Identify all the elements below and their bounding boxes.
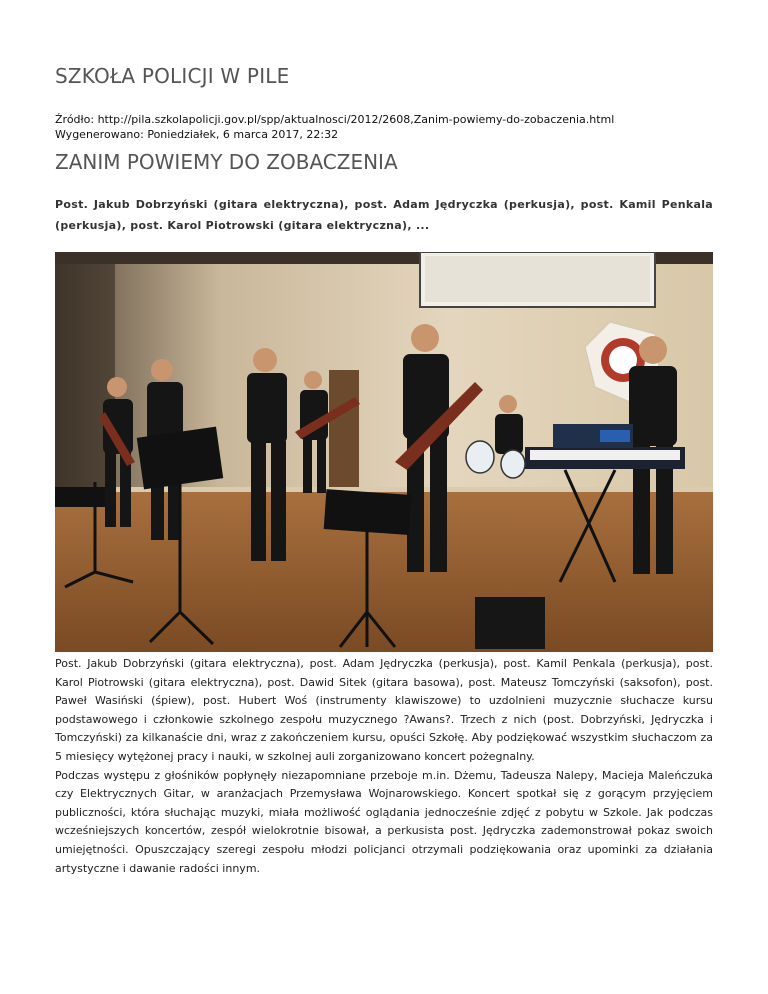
generated-line: Wygenerowano: Poniedziałek, 6 marca 2017, 22:32 <box>55 128 339 141</box>
source-line: Źródło: http://pila.szkolapolicji.gov.pl/spp/aktualnosci/2012/2608,Zanim-powiemy-do-zobaczenia.html <box>55 113 615 126</box>
article-paragraph: Post. Jakub Dobrzyński (gitara elektryczna), post. Adam Jędryczka (perkusja), post. Kamil Penkala (perkusja), post. Karol Piotrowski (gitara elektryczna), post. Dawid Sitek (gitara basowa), post. Mateusz Tomczyński (saksofon), post. Paweł Wasiński (śpiew), post. Hubert Woś (instrumenty klawiszowe) to uzdolnieni muzycznie słuchacze kursu podstawowego i członkowie szkolnego zespołu muzycznego ?Awans?. Trzech z nich (post. Dobrzyński, Jędryczka i Tomczyński) za kilkanaście dni, wraz z zakończeniem kursu, opuści Szkołę. Aby podziękować wszystkim słuchaczom za 5 miesięcy wytężonej pracy i nauki, w szkolnej auli zorganizowano koncert pożegnalny. <box>55 657 713 763</box>
article-paragraph: Podczas występu z głośników popłynęły niezapomniane przeboje m.in. Dżemu, Tadeusza Nalepy, Macieja Maleńczuka czy Elektrycznych Gitar, w aranżacjach Przemysława Wojnarowskiego. Koncert spotkał się z gorącym przyjęciem publiczności, która słuchając muzyki, miała możliwość oglądania jednocześnie zdjęć z pobytu w Szkole. Jak podczas wcześniejszych koncertów, zespół wielokrotnie bisował, a perkusista post. Jędryczka zademonstrował pokaz swoich umiejętności. Opuszczający szeregi zespołu młodzi policjanci otrzymali podziękowania oraz upominki za działania artystyczne i dawanie radości innym. <box>55 768 713 875</box>
document-meta <box>55 112 614 142</box>
site-title: SZKOŁA POLICJI W PILE <box>55 64 290 88</box>
concert-photo <box>55 252 713 652</box>
article-lead: Post. Jakub Dobrzyński (gitara elektryczna), post. Adam Jędryczka (perkusja), post. Kamil Penkala (perkusja), post. Karol Piotrowski (gitara elektryczna), ... <box>55 198 713 232</box>
article-title: ZANIM POWIEMY DO ZOBACZENIA <box>55 150 398 174</box>
article-body <box>55 655 713 878</box>
